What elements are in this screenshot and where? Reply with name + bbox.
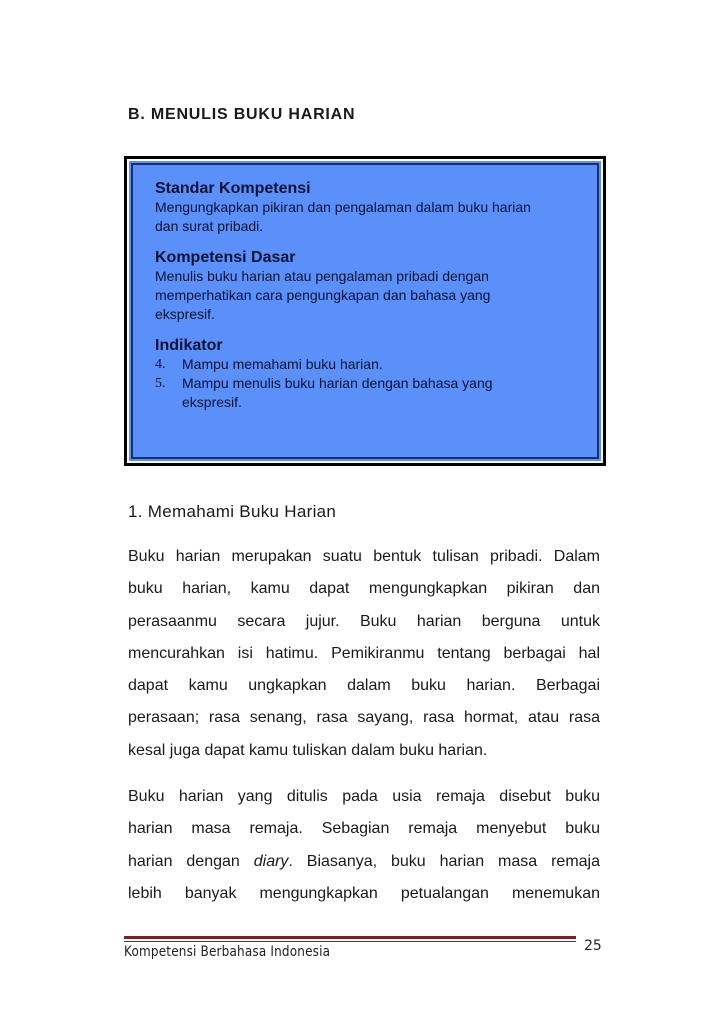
standar-line: dan surat pribadi. <box>155 218 264 234</box>
paragraph-line: harian masa remaja. Sebagian remaja menyebut buku <box>128 820 600 838</box>
paragraph-line: kesal juga dapat kamu tuliskan dalam buku harian. <box>128 741 488 759</box>
paragraph-line: Buku harian merupakan suatu bentuk tulisan pribadi. Dalam <box>128 548 600 565</box>
dasar-heading: Kompetensi Dasar <box>155 249 296 266</box>
competency-box <box>124 156 606 466</box>
subheading: 1. Memahami Buku Harian <box>128 502 337 521</box>
page-number: 25 <box>584 938 602 954</box>
italic-term: diary <box>253 852 289 870</box>
indikator-text: Mampu menulis buku harian dengan bahasa yang <box>182 375 493 391</box>
paragraph-line <box>128 846 600 878</box>
dasar-line: memperhatikan cara pengungkapan dan bahasa yang <box>155 287 491 303</box>
dasar-line: ekspresif. <box>155 306 215 322</box>
paragraph-line: lebih banyak mengungkapkan petualangan menemukan <box>128 884 600 902</box>
footer-title: Kompetensi Berbahasa Indonesia <box>124 944 331 960</box>
paragraph-2 <box>128 781 600 910</box>
indikator-text: Mampu memahami buku harian. <box>182 356 383 372</box>
indikator-heading: Indikator <box>155 337 223 354</box>
paragraph-line: mencurahkan isi hatimu. Pemikiranmu tentang berbagai hal <box>128 644 600 662</box>
standar-heading: Standar Kompetensi <box>155 180 311 197</box>
text-run: harian dengan <box>128 852 254 870</box>
dasar-line: Menulis buku harian atau pengalaman pribadi dengan <box>155 268 489 284</box>
indikator <box>155 336 577 412</box>
paragraph-line: perasaan; rasa senang, rasa sayang, rasa hormat, atau rasa <box>128 709 600 727</box>
kompetensi-dasar <box>155 248 577 324</box>
indikator-number-spacer <box>155 393 182 412</box>
paragraph-line: perasaanmu secara jujur. Buku harian berguna untuk <box>128 612 600 630</box>
paragraph-line: buku harian, kamu dapat mengungkapkan pikiran dan <box>128 580 600 598</box>
paragraph-line: Buku harian yang ditulis pada usia remaja disebut buku <box>128 788 600 805</box>
paragraph-1 <box>128 541 600 767</box>
indikator-item <box>155 374 577 393</box>
indikator-item-continuation <box>155 393 577 412</box>
footer-rule-thick <box>124 936 576 939</box>
indikator-item <box>155 355 577 374</box>
paragraph-line: dapat kamu ungkapkan dalam buku harian. Berbagai <box>128 677 600 695</box>
standar-kompetensi <box>155 179 577 236</box>
footer-rule-thin <box>124 941 576 942</box>
indikator-text: ekspresif. <box>182 394 242 410</box>
indikator-number: 4. <box>155 357 166 372</box>
competency-box-inner <box>127 159 603 463</box>
indikator-number: 5. <box>155 376 166 391</box>
indikator-list <box>155 355 577 412</box>
standar-line: Mengungkapkan pikiran dan pengalaman dalam buku harian <box>155 199 531 215</box>
section-title: B. MENULIS BUKU HARIAN <box>128 106 356 123</box>
text-run: . Biasanya, buku harian masa remaja <box>288 852 600 870</box>
